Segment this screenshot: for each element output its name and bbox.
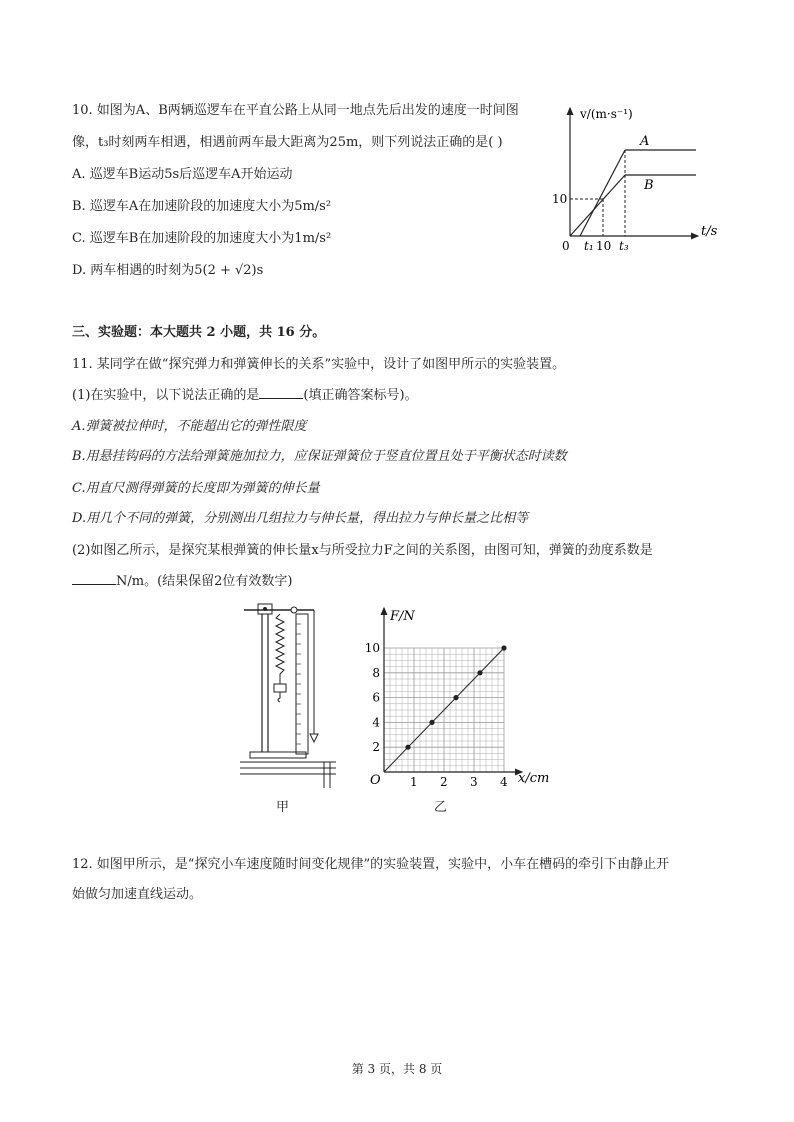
y-tick-label: 4 — [372, 715, 380, 730]
answer-blank-2[interactable] — [72, 572, 116, 585]
data-point — [453, 695, 458, 700]
x-tick-label: 3 — [470, 775, 478, 789]
q10-option-d: D. 两车相遇的时刻为5(2 + √2)s — [72, 263, 264, 278]
q11-part1-after: (填正确答案标号)。 — [303, 388, 418, 403]
fx-y-label: F/N — [390, 609, 415, 624]
q10-option-c: C. 巡逻车B在加速阶段的加速度大小为1m/s² — [72, 231, 332, 246]
y-tick-label: 6 — [372, 690, 380, 705]
x-tick-label: 4 — [500, 775, 508, 789]
vt-line-b-ramp — [570, 175, 625, 236]
section-heading: 三、实验题：本大题共 2 小题，共 16 分。 — [72, 325, 326, 340]
vt-tick-t3: t₃ — [619, 239, 629, 253]
q10-option-b: B. 巡逻车A在加速阶段的加速度大小为5m/s² — [72, 199, 332, 214]
vt-tick-t1: t₁ — [584, 239, 594, 253]
q11-choice-b: B.用悬挂钩码的方法给弹簧施加拉力，应保证弹簧位于竖直位置且处于平衡状态时读数 — [72, 449, 567, 464]
q12-line1: 12. 如图甲所示，是“探究小车速度随时间变化规律”的实验装置，实验中，小车在槽码的牵引下由静止开 — [72, 857, 670, 872]
vt-label-b: B — [644, 178, 654, 193]
apparatus-base — [250, 752, 306, 758]
fig-yi-caption: 乙 — [434, 800, 448, 815]
vt-line-a-ramp — [580, 150, 625, 236]
q11-part1-before: (1)在实验中，以下说法正确的是 — [72, 388, 260, 403]
fx-x-label: x/cm — [518, 771, 550, 786]
spring-coil — [276, 614, 284, 684]
q11-part2-line1: (2)如图乙所示，是探究某根弹簧的伸长量x与所受拉力F之间的关系图，由图可知，弹簧的劲度系数是 — [72, 543, 653, 558]
fig-jia-caption: 甲 — [276, 800, 290, 815]
answer-blank-1[interactable] — [259, 386, 303, 399]
vt-tick-x10: 10 — [596, 239, 612, 253]
vt-origin: 0 — [562, 239, 570, 253]
data-point — [429, 720, 434, 725]
data-point — [501, 645, 506, 650]
fx-origin: O — [370, 773, 381, 788]
y-tick-label: 8 — [372, 665, 380, 680]
q10-stem-line1: 10. 如图为A、B两辆巡逻车在平直公路上从同一地点先后出发的速度一时间图 — [72, 103, 519, 118]
q11-choice-c: C.用直尺测得弹簧的长度即为弹簧的伸长量 — [72, 481, 320, 496]
q11-choice-d: D.用几个不同的弹簧，分别测出几组拉力与伸长量，得出拉力与伸长量之比相等 — [72, 511, 529, 526]
vt-graph — [548, 98, 728, 263]
data-point — [405, 745, 410, 750]
q11-part2-after: N/m。(结果保留2位有效数字) — [116, 574, 293, 589]
q11-choice-a: A.弹簧被拉伸时，不能超出它的弹性限度 — [72, 419, 307, 434]
y-tick-label: 10 — [364, 641, 380, 655]
q12-line2: 始做匀加速直线运动。 — [72, 887, 203, 902]
q11-part1 — [72, 386, 418, 405]
data-point — [477, 670, 482, 675]
q10-stem-line2: 像，t₃时刻两车相遇，相遇前两车最大距离为25m，则下列说法正确的是( ) — [72, 135, 503, 150]
spring-apparatus-figure — [232, 600, 342, 788]
force-extension-chart — [362, 604, 562, 790]
x-tick-label: 1 — [410, 775, 418, 789]
vt-label-a: A — [640, 134, 650, 149]
q11-part2-line2 — [72, 572, 293, 591]
q10-option-a: A. 巡逻车B运动5s后巡逻车A开始运动 — [72, 167, 293, 182]
vt-tick-10: 10 — [552, 192, 568, 206]
y-tick-label: 2 — [372, 740, 380, 755]
page-footer: 第 3 页，共 8 页 — [351, 1062, 443, 1076]
q11-stem: 11. 某同学在做“探究弹力和弹簧伸长的关系”实验中，设计了如图甲所示的实验装置。 — [72, 357, 566, 372]
vt-y-label: v/(m·s⁻¹) — [580, 107, 633, 121]
hook-weight — [274, 684, 286, 692]
x-tick-label: 2 — [440, 775, 448, 789]
vt-x-label: t/s — [701, 224, 718, 239]
